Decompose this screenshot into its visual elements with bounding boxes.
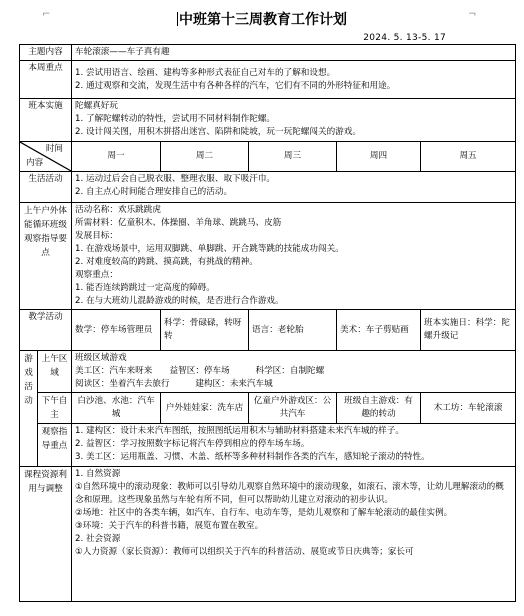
class-label: 班本实施 xyxy=(20,99,72,142)
game-afternoon-wednesday: 亿童户外游戏区：公共汽车 xyxy=(249,393,337,424)
game-observe-line: 3. 美工区：运用瓶盖、习惯、木盖、纸杯等多种材料制作各类的汽车，感知轮子滚动的特性。 xyxy=(75,452,430,462)
game-morning-line: 美工区：汽车来呀来 益智区：停车场 科学区：自制陀螺 xyxy=(75,366,325,376)
theme-row xyxy=(20,45,516,61)
outdoor-line: 发展目标： xyxy=(75,231,118,241)
focus-label: 本周重点 xyxy=(20,61,72,99)
game-morning-content xyxy=(72,351,516,393)
game-label: 游戏活动 xyxy=(20,351,38,467)
outdoor-line: 2. 在与大班幼儿混龄游戏的时候，是否进行合作游戏。 xyxy=(75,296,284,306)
document-title: 中班第十三周教育工作计划 xyxy=(179,12,347,28)
outdoor-line: 活动名称：欢乐跳跳虎 xyxy=(75,205,161,215)
game-afternoon-friday: 木工坊：车轮滚滚 xyxy=(421,393,516,424)
life-label: 生活活动 xyxy=(20,172,72,203)
weekly-plan-table xyxy=(19,44,516,602)
life-line: 1. 运动过后会自己脱衣服、整理衣服、取下吸汗巾。 xyxy=(75,174,276,184)
day-monday: 周一 xyxy=(72,142,161,172)
teaching-wednesday: 语言：老轮胎 xyxy=(249,310,337,351)
day-tuesday: 周二 xyxy=(161,142,249,172)
outdoor-line: 2. 对难度较高的跨跳、摸高跳，有挑战的精神。 xyxy=(75,257,258,267)
game-morning-line: 班级区域游戏 xyxy=(75,353,127,363)
header-time-label: 时间 xyxy=(45,144,64,154)
focus-row xyxy=(20,61,516,99)
focus-line: 2. 通过观察和交流，发现生活中有各种各样的汽车，它们有不同的外形特征和用途。 xyxy=(75,80,396,91)
teaching-tuesday: 科学：骨碌碌，转呀转 xyxy=(161,310,249,351)
class-line: 2. 设计闯关图，用积木拼搭出迷宫、陷阱和陡坡，玩一玩陀螺闯关的游戏。 xyxy=(75,127,361,137)
resources-label: 课程资源利用与调整 xyxy=(20,467,72,602)
outdoor-line: 观察重点： xyxy=(75,270,118,280)
resources-line: ②场地：社区中的各类车辆，如汽车、自行车、电动车等，是幼儿观察和了解车轮滚动的最佳实例。 xyxy=(75,508,453,518)
resources-row xyxy=(20,467,516,602)
teaching-monday: 数学：停车场管理员 xyxy=(72,310,161,351)
page-corner-mark-left: ⌐ xyxy=(42,9,51,20)
game-morning-row xyxy=(20,351,516,393)
outdoor-line: 1. 在游戏场景中，运用双脚跳、单脚跳、开合跳等跳的技能成功闯关。 xyxy=(75,244,344,254)
game-observe-label: 观察指导重点 xyxy=(38,424,72,467)
game-afternoon-monday: 白沙池、水池：汽车城 xyxy=(72,393,161,424)
resources-line: ①自然环境中的滚动现象：教师可以引导幼儿观察自然环境中的滚动现象，如滚石、滚木等，让幼儿理解滚动的概念和原理。这些现象虽然与车轮有所不同，但可以帮助幼儿建立对滚动的初步认识。 xyxy=(75,482,504,505)
day-friday: 周五 xyxy=(421,142,516,172)
class-content xyxy=(72,99,516,142)
resources-line: ③环境：关于汽车的科普书籍，展览布置在教室。 xyxy=(75,521,264,531)
outdoor-row xyxy=(20,203,516,310)
resources-line: 2. 社会资源 xyxy=(75,534,121,544)
theme-label: 主题内容 xyxy=(20,45,72,61)
theme-value: 车轮滚滚——车子真有趣 xyxy=(72,45,516,61)
header-content-label: 内容 xyxy=(26,158,44,168)
teaching-thursday: 美术：车子剪贴画 xyxy=(337,310,421,351)
game-morning-label: 上午区域 xyxy=(38,351,72,393)
page-corner-mark-right: ¬ xyxy=(468,9,477,20)
class-line: 1. 了解陀螺转动的特性，尝试用不同材料制作陀螺。 xyxy=(75,114,276,124)
life-content xyxy=(72,172,516,203)
game-afternoon-label: 下午自主 xyxy=(38,393,72,424)
time-content-header xyxy=(20,142,72,172)
game-observe-line: 1. 建构区：设计未来汽车图纸，按照图纸运用积木与辅助材料搭建未来汽车城的样子。 xyxy=(75,426,404,436)
day-wednesday: 周三 xyxy=(249,142,337,172)
outdoor-label: 上午户外体能循环班级观察指导要点 xyxy=(20,203,72,310)
date-range: 2024. 5. 13-5. 17 xyxy=(363,33,446,43)
outdoor-line: 1. 能否连续跨跳过一定高度的障碍。 xyxy=(75,283,215,293)
game-afternoon-row xyxy=(20,393,516,424)
class-row xyxy=(20,99,516,142)
game-observe-content xyxy=(72,424,516,467)
teaching-row xyxy=(20,310,516,351)
resources-content xyxy=(72,467,516,602)
teaching-friday: 班本实施日：科学：陀螺升级记 xyxy=(421,310,516,351)
text-cursor xyxy=(177,12,178,26)
resources-line: ①人力资源（家长资源）：教师可以组织关于汽车的科普活动、展览或节日庆典等；家长可 xyxy=(75,547,414,557)
game-afternoon-thursday: 班级自主游戏：有趣的转动 xyxy=(337,393,421,424)
game-observe-line: 2. 益智区：学习按照数字标记将汽车停到相应的停车场车场。 xyxy=(75,439,310,449)
outdoor-line: 所需材料：亿童积木、体操圈、羊角球、跳跳马、皮筋 xyxy=(75,218,282,228)
resources-line: 1. 自然资源 xyxy=(75,469,121,479)
outdoor-content xyxy=(72,203,516,310)
class-line: 陀螺真好玩 xyxy=(75,101,118,111)
game-morning-line: 阅读区：坐着汽车去旅行 建构区：未来汽车城 xyxy=(75,379,273,389)
game-observe-row xyxy=(20,424,516,467)
game-afternoon-tuesday: 户外娃娃家：洗车店 xyxy=(161,393,249,424)
life-row xyxy=(20,172,516,203)
day-header-row xyxy=(20,142,516,172)
focus-content xyxy=(72,61,516,99)
focus-line: 1. 尝试用语言、绘画、建构等多种形式表征自己对车的了解和设想。 xyxy=(75,67,336,78)
teaching-label: 教学活动 xyxy=(20,310,72,351)
day-thursday: 周四 xyxy=(337,142,421,172)
life-line: 2. 自主点心时间能合理安排自己的活动。 xyxy=(75,187,233,197)
